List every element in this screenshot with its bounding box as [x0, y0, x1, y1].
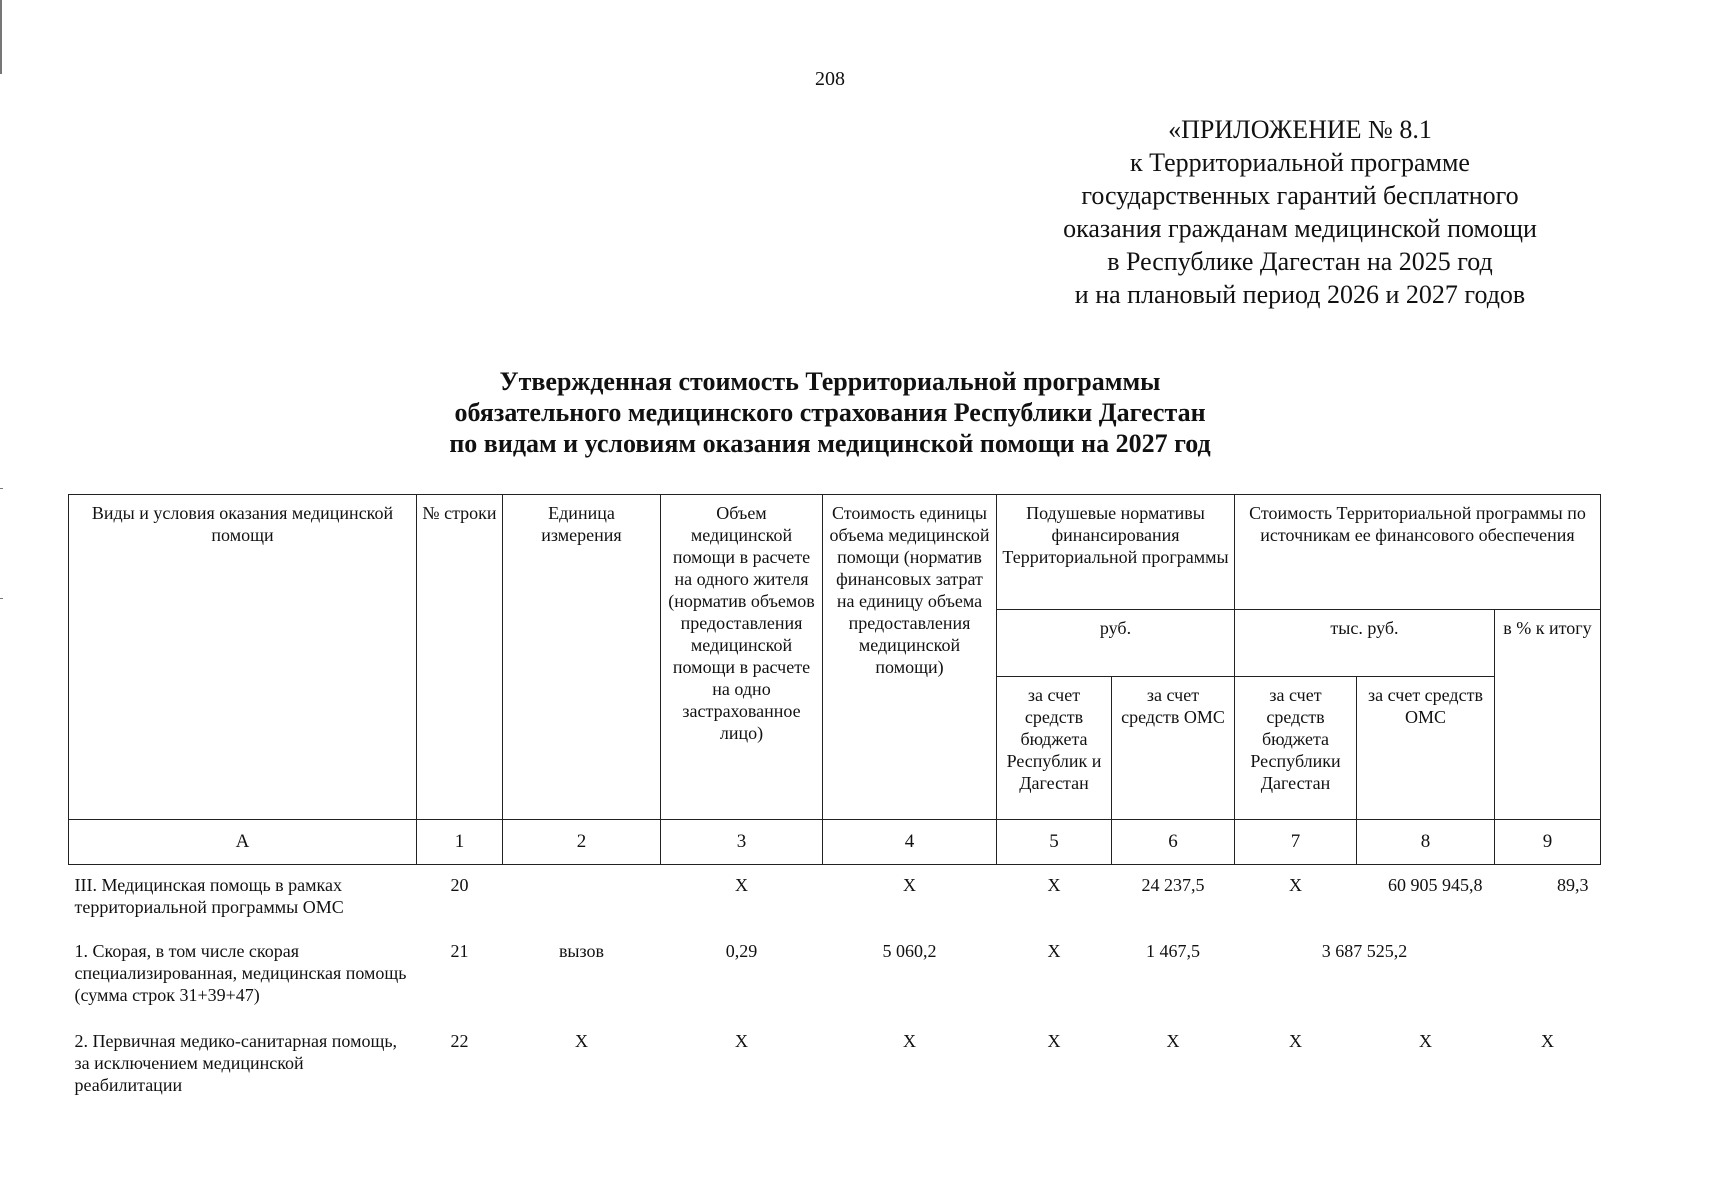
appendix-line: к Территориальной программе	[1130, 148, 1470, 177]
appendix-line: и на плановый период 2026 и 2027 годов	[1074, 280, 1526, 309]
header-kinds: Виды и условия оказания медицинской помощи	[69, 495, 417, 820]
header-unit: Единица измерения	[503, 495, 661, 820]
row-name: 2. Первичная медико-санитарная помощь, за исключением медицинской реабилитации	[74, 1031, 398, 1095]
row-budget-rub: Х	[1047, 875, 1061, 895]
row-number: 20	[450, 875, 469, 895]
title-line: обязательного медицинского страхования Республики Дагестан	[454, 398, 1206, 427]
row-oms-thous: 60 905 945,8	[1388, 875, 1483, 895]
header-oms-thous: за счет средств ОМС	[1357, 677, 1495, 820]
table-row	[69, 922, 1601, 1012]
row-oms-thous: Х	[1419, 1031, 1432, 1051]
appendix-line: государственных гарантий бесплатного	[1081, 181, 1519, 210]
row-volume: Х	[735, 1031, 748, 1051]
row-percent	[1495, 922, 1601, 1012]
header-per-capita: Подушевые нормативы финансирования Территориальной программы	[997, 495, 1235, 610]
scan-edge-mark	[0, 488, 3, 489]
appendix-line: оказания гражданам медицинской помощи	[1063, 214, 1537, 243]
row-unit: Х	[575, 1031, 588, 1051]
header-unit-cost: Стоимость единицы объема медицинской помощи (норматив финансовых затрат на единицу объема предоставления медицинской помощи)	[823, 495, 997, 820]
header-percent: в % к итогу	[1495, 610, 1601, 820]
column-index: 2	[503, 820, 661, 865]
header-thous-rub: тыс. руб.	[1235, 610, 1495, 677]
row-budget-thous: Х	[1289, 875, 1302, 895]
header-budget-rd-rub: за счет средств бюджета Республик и Дагестан	[997, 677, 1112, 820]
scan-edge-mark	[0, 0, 2, 74]
row-unit-cost: Х	[903, 875, 916, 895]
row-oms-rub: 1 467,5	[1146, 941, 1200, 961]
row-name: 1. Скорая, в том числе скорая специализированная, медицинская помощь (сумма строк 31+39+47)	[74, 941, 407, 1005]
appendix-line: «ПРИЛОЖЕНИЕ № 8.1	[1168, 115, 1432, 144]
column-index-row	[69, 820, 1601, 865]
table-row	[69, 865, 1601, 923]
appendix-line: в Республике Дагестан на 2025 год	[1107, 247, 1493, 276]
header-rub: руб.	[997, 610, 1235, 677]
row-oms-rub: Х	[1166, 1031, 1180, 1051]
row-unit-cost: Х	[903, 1031, 916, 1051]
row-number: 21	[450, 941, 469, 961]
title-line: Утвержденная стоимость Территориальной программы	[499, 367, 1161, 396]
row-budget-thous: Х	[1289, 1031, 1302, 1051]
page-number: 208	[815, 68, 845, 90]
column-index: 1	[417, 820, 503, 865]
column-index: 7	[1235, 820, 1357, 865]
row-unit: вызов	[558, 941, 605, 961]
column-index: 5	[997, 820, 1112, 865]
row-percent: 89,3	[1557, 875, 1589, 895]
row-thous-merged: 3 687 525,2	[1321, 941, 1408, 961]
appendix-block	[1040, 113, 1560, 311]
column-index: 6	[1112, 820, 1235, 865]
table-row	[69, 1012, 1601, 1100]
scan-edge-mark	[0, 598, 3, 599]
header-oms-rub: за счет средств ОМС	[1112, 677, 1235, 820]
column-index: 4	[823, 820, 997, 865]
header-row-no: № строки	[417, 495, 503, 820]
column-index: 9	[1495, 820, 1601, 865]
row-percent: Х	[1541, 1031, 1554, 1051]
header-program-cost: Стоимость Территориальной программы по источникам ее финансового обеспечения	[1235, 495, 1601, 610]
row-volume: Х	[735, 875, 748, 895]
document-title	[0, 366, 1660, 459]
column-index: 3	[661, 820, 823, 865]
row-unit	[503, 865, 661, 923]
row-name: III. Медицинская помощь в рамках территориальной программы ОМС	[74, 875, 344, 917]
column-index: А	[69, 820, 417, 865]
cost-table	[68, 494, 1601, 1100]
row-volume: 0,29	[725, 941, 758, 961]
column-index: 8	[1357, 820, 1495, 865]
header-budget-rd-thous: за счет средств бюджета Республики Дагестан	[1235, 677, 1357, 820]
row-budget-rub: Х	[1047, 1031, 1061, 1051]
row-oms-rub: 24 237,5	[1141, 875, 1205, 895]
title-line: по видам и условиям оказания медицинской помощи на 2027 год	[449, 429, 1211, 458]
row-budget-rub: Х	[1047, 941, 1061, 961]
row-unit-cost: 5 060,2	[882, 941, 937, 961]
row-number: 22	[450, 1031, 469, 1051]
header-volume: Объем медицинской помощи в расчете на одного жителя (норматив объемов предоставления медицинской помощи в расчете на одно застрахованное лицо)	[661, 495, 823, 820]
